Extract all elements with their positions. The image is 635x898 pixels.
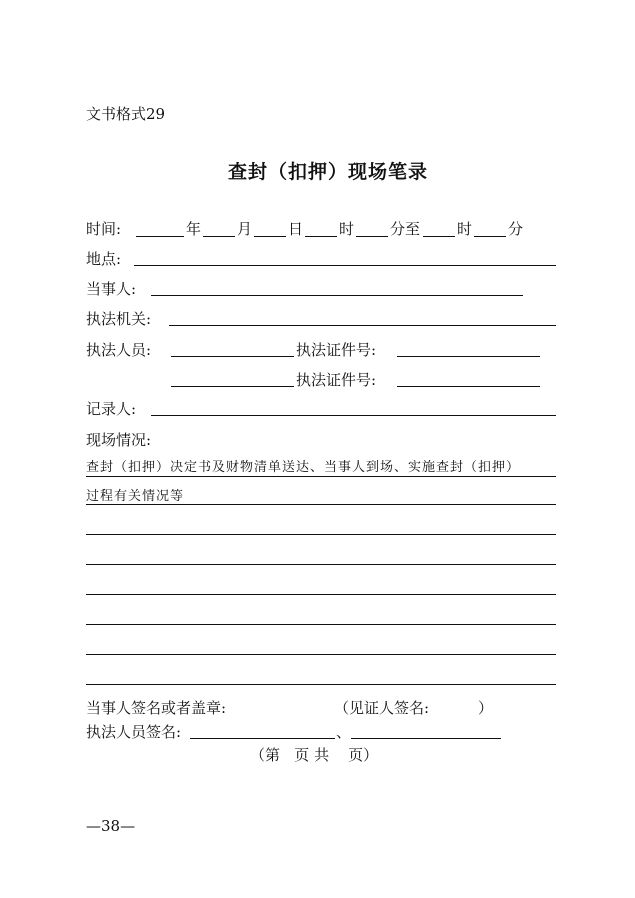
situation-note-line-1: 查封（扣押）决定书及财物清单送达、当事人到场、实施查封（扣押） <box>86 460 521 475</box>
year-label: 年 <box>186 220 202 238</box>
place-blank[interactable] <box>134 265 556 266</box>
witness-sign-label: （见证人签名: <box>334 699 430 717</box>
officers-label: 执法人员: <box>86 341 152 359</box>
officer1-blank[interactable] <box>171 356 294 357</box>
party-label: 当事人: <box>86 280 137 298</box>
minute-blank[interactable] <box>356 236 388 237</box>
officer-sign-blank-1[interactable] <box>190 738 335 739</box>
day-label: 日 <box>288 220 304 238</box>
page-title: 查封（扣押）现场笔录 <box>228 161 429 183</box>
minute2-blank[interactable] <box>474 236 506 237</box>
officer-sign-separator: 、 <box>336 723 352 741</box>
hour2-label: 时 <box>457 220 473 238</box>
recorder-blank[interactable] <box>151 415 556 416</box>
situation-line-3[interactable] <box>86 534 556 535</box>
party-sign-label: 当事人签名或者盖章: <box>86 699 227 717</box>
page-info: （第 页 共 页） <box>250 746 379 764</box>
situation-line-4[interactable] <box>86 564 556 565</box>
situation-line-8[interactable] <box>86 684 556 685</box>
situation-line-6[interactable] <box>86 624 556 625</box>
situation-line-1[interactable] <box>86 476 556 477</box>
form-number: 文书格式29 <box>86 105 166 123</box>
situation-line-7[interactable] <box>86 654 556 655</box>
cert-no-label-1: 执法证件号: <box>296 341 377 359</box>
place-label: 地点: <box>86 250 122 268</box>
page-number: —38— <box>86 817 136 835</box>
month-blank[interactable] <box>203 236 235 237</box>
minute2-label: 分 <box>508 220 524 238</box>
hour-blank[interactable] <box>305 236 337 237</box>
day-blank[interactable] <box>254 236 286 237</box>
agency-label: 执法机关: <box>86 310 152 328</box>
hour2-blank[interactable] <box>423 236 455 237</box>
minute-to-label: 分至 <box>390 220 421 238</box>
cert-no-label-2: 执法证件号: <box>296 371 377 389</box>
month-label: 月 <box>237 220 253 238</box>
recorder-label: 记录人: <box>86 400 137 418</box>
situation-note-line-2: 过程有关情况等 <box>86 489 185 504</box>
agency-blank[interactable] <box>169 325 556 326</box>
situation-line-5[interactable] <box>86 594 556 595</box>
situation-line-2[interactable] <box>86 504 556 505</box>
witness-sign-close: ） <box>478 699 494 717</box>
situation-label: 现场情况: <box>86 431 152 449</box>
hour-label: 时 <box>339 220 355 238</box>
year-blank[interactable] <box>136 236 184 237</box>
officer2-blank[interactable] <box>171 386 294 387</box>
officer-sign-blank-2[interactable] <box>351 738 501 739</box>
time-label: 时间: <box>86 220 122 238</box>
cert-no-blank-1[interactable] <box>397 356 540 357</box>
party-blank[interactable] <box>151 295 523 296</box>
officer-sign-label: 执法人员签名: <box>86 723 182 741</box>
cert-no-blank-2[interactable] <box>397 386 540 387</box>
